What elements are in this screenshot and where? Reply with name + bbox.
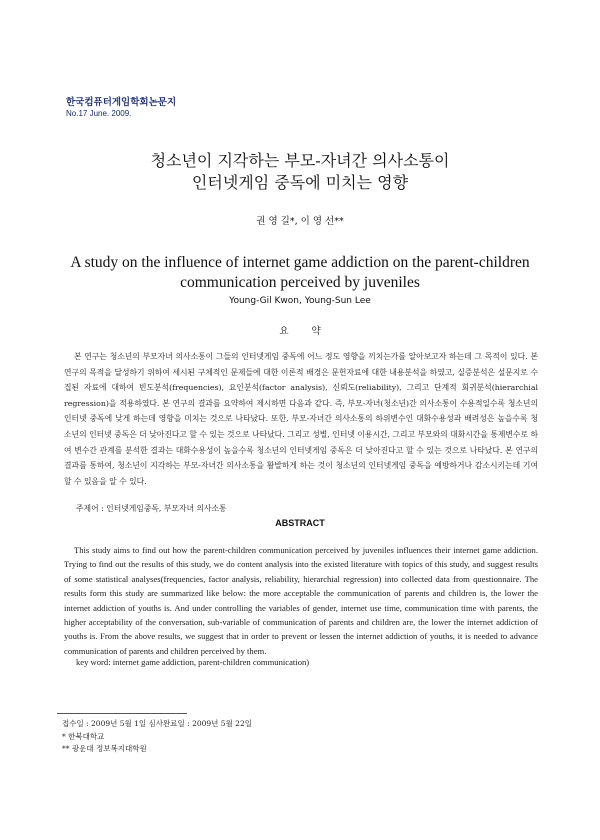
footnote-affiliation-1: * 한북대학교: [62, 731, 105, 741]
footnote-divider: [57, 713, 187, 714]
english-abstract-body: This study aims to find out how the parent-children communication perceived by juveniles influences their internet game addiction. Trying to find out the results of this study, we do content analysis into the existed literature with topics of this study, and suggest results of some statistical analyses(frequencies, factor analysis, reliability, hierarchial regression) into collected data from questionnaire. The results form this study are summarized like below: the more acceptable the communication of parents and children is, the lower the internet addiction of youths is. And under controlling the variables of gender, internet use time, communication time with parents, the higher acceptability of the conversation, sub-variable of communication of parents and children are, the lower the internet addiction of youths is. From the above results, we suggest that in order to prevent or lessen the internet addiction of youths, it is needed to advance communication of parents and children perceived by them.: [64, 545, 538, 656]
english-authors: Young-Gil Kwon, Young-Sun Lee: [229, 296, 371, 306]
english-abstract: [64, 543, 538, 658]
korean-authors: 권 영 길*, 이 영 선**: [256, 216, 344, 227]
english-abstract-heading: ABSTRACT: [275, 518, 325, 528]
korean-title-line-2: 인터넷게임 중독에 미치는 영향: [191, 173, 409, 192]
journal-name: 한국컴퓨터게임학회논문지: [66, 97, 177, 108]
footnote-dates: 접수일 : 2009년 5월 1일 심사완료일 : 2009년 5월 22일: [62, 719, 252, 728]
footnotes: [62, 718, 252, 756]
english-title: A study on the influence of internet game addiction on the parent-children communication perceived by juveniles: [70, 254, 530, 291]
korean-title-line-1: 청소년이 지각하는 부모-자녀간 의사소통이: [150, 151, 450, 170]
korean-abstract: [64, 349, 538, 489]
footnote-affiliation-2: ** 광운대 정보복지대학원: [62, 744, 147, 753]
journal-issue: No.17 June. 2009.: [66, 109, 132, 118]
journal-header: [66, 94, 176, 118]
korean-keywords: 주제어 : 인터넷게임중독, 부모자녀 의사소통: [76, 504, 227, 513]
korean-abstract-body: 본 연구는 청소년의 부모자녀 의사소통이 그들의 인터넷게임 중독에 어느 정도 영향을 끼치는가를 알아보고자 하는데 그 목적이 있다. 본 연구의 목적을 달성하기 위하여 세시된 구체적인 문제들에 대한 이론적 배경은 문헌자료에 대한 내용분석을 하였고, 실증분석은 설문지로 수집된 자료에 대하여 빈도분석(frequencies), 요인분석(factor analysis), 신뢰도(reliability), 그리고 단계적 회귀분석(hierarchial regression)을 적용하였다. 본 연구의 결과를 요약하여 제시하면 다음과 같다. 즉, 부모-자녀(청소년)간 의사소통이 수용적일수록 청소년의 인터넷 중독에 낮게 하는데 영향을 미치는 것으로 나타났다. 또한, 부모-자녀간 의사소통의 하위변수인 대화수용성과 배려성은 높을수록 청소년의 인터넷 중독은 더 낮아진다고 할 수 있는 것으로 나타났다. 그리고 성별, 인터넷 이용시간, 그리고 부모와의 대화시간을 통제변수로 하여 변수간 관계를 분석한 결과는 대화수용성이 높을수록 청소년의 인터넷게임 중독은 더 낮아진다고 할 수 있는 것으로 나타났다. 본 연구의 결과를 통하여, 청소년이 지각하는 부모-자녀간 의사소통을 활발하게 하는 것이 청소년의 인터넷게임 중독을 예방하거나 감소시키는데 기여할 수 있음을 알 수 있다.: [64, 352, 538, 486]
korean-abstract-heading: 요 약: [279, 326, 331, 337]
korean-title: [0, 150, 600, 194]
english-keywords: key word: internet game addiction, parent-children communication): [76, 657, 310, 667]
